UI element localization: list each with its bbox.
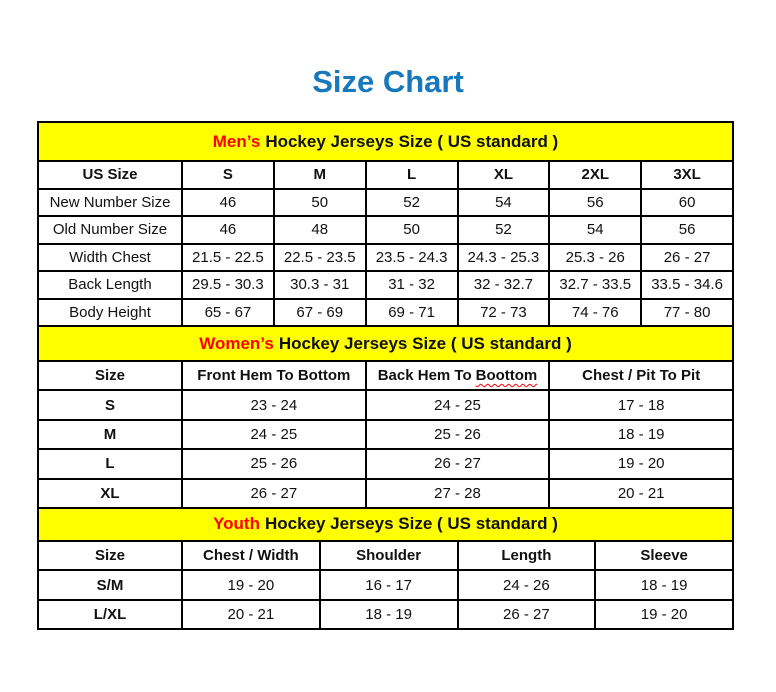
table-cell: 20 - 21 xyxy=(550,480,732,507)
table-cell: 46 xyxy=(183,190,273,216)
table-cell: 24.3 - 25.3 xyxy=(459,245,549,271)
womens-column-header: Chest / Pit To Pit xyxy=(550,362,732,389)
table-cell: 65 - 67 xyxy=(183,300,273,326)
womens-row-label: S xyxy=(39,391,181,418)
mens-table xyxy=(39,162,732,325)
mens-column-header: XL xyxy=(459,162,549,188)
table-cell: 46 xyxy=(183,217,273,243)
youth-section-title: Hockey Jerseys Size ( US standard ) xyxy=(264,514,558,534)
table-cell: 22.5 - 23.5 xyxy=(275,245,365,271)
mens-row-label: Back Length xyxy=(39,272,181,298)
table-cell: 26 - 27 xyxy=(642,245,732,271)
table-cell: 50 xyxy=(275,190,365,216)
table-cell: 23.5 - 24.3 xyxy=(367,245,457,271)
mens-section-highlight: Men’s xyxy=(212,131,261,151)
youth-table xyxy=(39,542,732,629)
table-cell: 16 - 17 xyxy=(321,571,457,599)
table-cell: 69 - 71 xyxy=(367,300,457,326)
youth-row-label: S/M xyxy=(39,571,181,599)
mens-column-header: L xyxy=(367,162,457,188)
table-cell: 33.5 - 34.6 xyxy=(642,272,732,298)
youth-column-header: Chest / Width xyxy=(183,542,319,570)
table-cell: 26 - 27 xyxy=(459,601,595,629)
table-cell: 19 - 20 xyxy=(183,571,319,599)
table-cell: 25 - 26 xyxy=(367,421,549,448)
table-cell: 32.7 - 33.5 xyxy=(550,272,640,298)
womens-row-label: L xyxy=(39,450,181,477)
table-cell: 21.5 - 22.5 xyxy=(183,245,273,271)
table-cell: 26 - 27 xyxy=(183,480,365,507)
womens-table xyxy=(39,362,732,507)
table-cell: 26 - 27 xyxy=(367,450,549,477)
table-cell: 60 xyxy=(642,190,732,216)
mens-section-title: Hockey Jerseys Size ( US standard ) xyxy=(265,131,559,151)
misspelled-word: Boottom xyxy=(475,367,538,385)
table-cell: 24 - 25 xyxy=(367,391,549,418)
table-cell: 56 xyxy=(642,217,732,243)
mens-column-header: 3XL xyxy=(642,162,732,188)
table-cell: 18 - 19 xyxy=(321,601,457,629)
youth-section-highlight: Youth xyxy=(213,514,260,534)
table-cell: 29.5 - 30.3 xyxy=(183,272,273,298)
womens-section-header xyxy=(39,327,732,360)
table-cell: 32 - 32.7 xyxy=(459,272,549,298)
table-cell: 18 - 19 xyxy=(550,421,732,448)
table-cell: 23 - 24 xyxy=(183,391,365,418)
womens-section-highlight: Women’s xyxy=(199,333,274,353)
header-text: Back Hem To xyxy=(377,367,472,385)
womens-column-header: Size xyxy=(39,362,181,389)
youth-column-header: Sleeve xyxy=(596,542,732,570)
table-cell: 31 - 32 xyxy=(367,272,457,298)
table-cell: 52 xyxy=(459,217,549,243)
size-chart-table xyxy=(37,121,734,630)
table-cell: 72 - 73 xyxy=(459,300,549,326)
table-cell: 27 - 28 xyxy=(367,480,549,507)
womens-section-title: Hockey Jerseys Size ( US standard ) xyxy=(278,333,572,353)
mens-section-header xyxy=(39,123,732,160)
page-title: Size Chart xyxy=(312,64,464,99)
womens-column-header xyxy=(367,362,549,389)
womens-column-header: Front Hem To Bottom xyxy=(183,362,365,389)
table-cell: 18 - 19 xyxy=(596,571,732,599)
womens-row-label: XL xyxy=(39,480,181,507)
table-cell: 67 - 69 xyxy=(275,300,365,326)
youth-column-header: Size xyxy=(39,542,181,570)
mens-column-header: US Size xyxy=(39,162,181,188)
mens-row-label: Old Number Size xyxy=(39,217,181,243)
mens-row-label: Body Height xyxy=(39,300,181,326)
table-cell: 74 - 76 xyxy=(550,300,640,326)
table-cell: 19 - 20 xyxy=(596,601,732,629)
table-cell: 25.3 - 26 xyxy=(550,245,640,271)
table-cell: 17 - 18 xyxy=(550,391,732,418)
mens-column-header: S xyxy=(183,162,273,188)
table-cell: 54 xyxy=(459,190,549,216)
mens-column-header: 2XL xyxy=(550,162,640,188)
youth-section-header xyxy=(39,509,732,540)
table-cell: 77 - 80 xyxy=(642,300,732,326)
table-cell: 25 - 26 xyxy=(183,450,365,477)
youth-row-label: L/XL xyxy=(39,601,181,629)
mens-row-label: New Number Size xyxy=(39,190,181,216)
table-cell: 48 xyxy=(275,217,365,243)
table-cell: 52 xyxy=(367,190,457,216)
mens-column-header: M xyxy=(275,162,365,188)
table-cell: 54 xyxy=(550,217,640,243)
table-cell: 56 xyxy=(550,190,640,216)
table-cell: 20 - 21 xyxy=(183,601,319,629)
youth-column-header: Length xyxy=(459,542,595,570)
table-cell: 19 - 20 xyxy=(550,450,732,477)
womens-row-label: M xyxy=(39,421,181,448)
table-cell: 24 - 25 xyxy=(183,421,365,448)
mens-row-label: Width Chest xyxy=(39,245,181,271)
youth-column-header: Shoulder xyxy=(321,542,457,570)
table-cell: 50 xyxy=(367,217,457,243)
table-cell: 24 - 26 xyxy=(459,571,595,599)
table-cell: 30.3 - 31 xyxy=(275,272,365,298)
